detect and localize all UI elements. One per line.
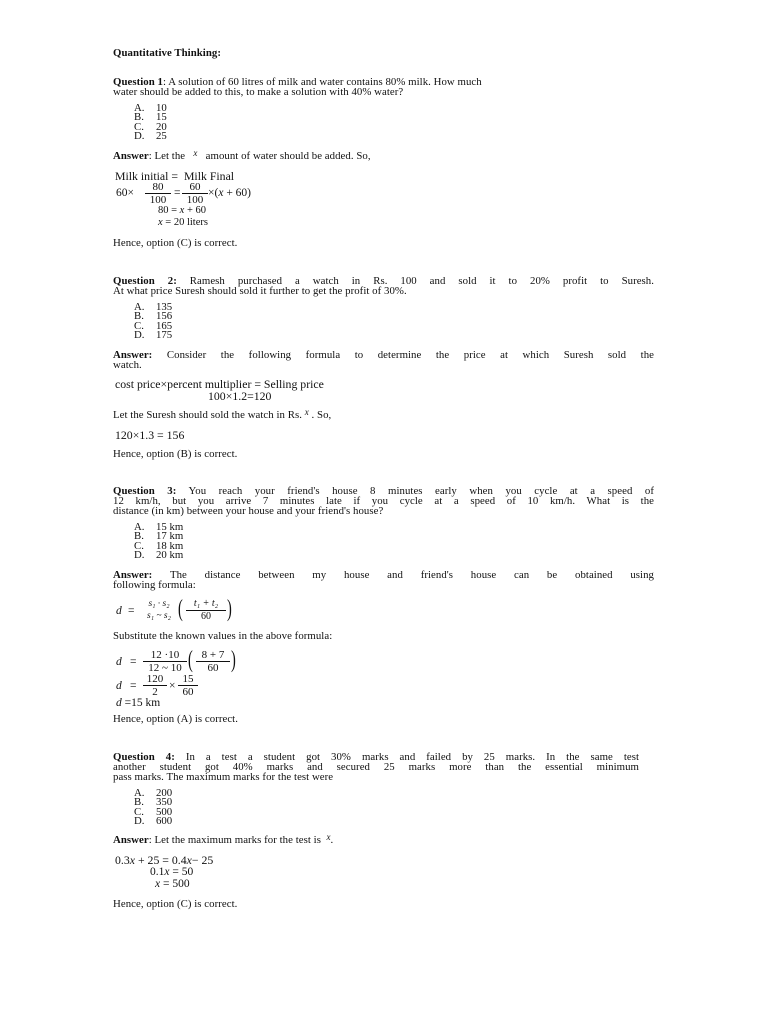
option-c: C. 20 xyxy=(134,120,167,133)
q1-label: Question 1 xyxy=(113,76,163,88)
q3-substitute-line: Substitute the known values in the above formula: xyxy=(113,630,333,642)
q4-line-2: another student got 40% marks and secured 25 marks more than the essential minimum xyxy=(113,761,639,773)
q4-options xyxy=(113,789,172,827)
q3-step-3: d =15 km xyxy=(116,697,161,709)
q3-conclusion: Hence, option (A) is correct. xyxy=(113,713,238,725)
fraction: $\frac{12 \cdot 10}{12 \sim 10}$ xyxy=(143,650,187,673)
q2-label: Question 2: xyxy=(113,275,177,287)
q2-equation-2: 100×1.2=120 xyxy=(208,389,272,403)
q1-options xyxy=(113,104,167,142)
q2-equation-3: 120×1.3 = 156 xyxy=(115,428,185,442)
q4-line-1: Question 4: In a test a student got 30% marks and failed by 25 marks. In the same test xyxy=(113,751,640,763)
option-c: C. 18 km xyxy=(134,539,184,552)
option-a: A. 10 xyxy=(134,102,167,114)
q2-let-line: Let the Suresh should sold the watch in Rs. $^x$ . So, xyxy=(113,407,332,421)
fraction: $\frac{15}{60}$ xyxy=(178,674,198,697)
q1-line-2: water should be added to this, to make a solution with 40% water? xyxy=(113,86,404,98)
fraction: $\frac{120}{2}$ xyxy=(143,674,167,697)
q3-answer-line-1: Answer: The distance between my house and friend's house can be obtained using xyxy=(113,569,654,581)
answer-label: Answer xyxy=(113,150,149,162)
q2-line-2: At what price Suresh should sold it further to get the profit of 30%. xyxy=(113,285,407,297)
q2-answer-line-1: Answer: Consider the following formula to determine the price at which Suresh sold the xyxy=(113,349,654,361)
q1-equation-4: x = 20 liters xyxy=(158,217,208,228)
q4-line-3: pass marks. The maximum marks for the test were xyxy=(113,771,334,783)
q1-equation-1: Milk initial = Milk Final xyxy=(115,169,235,183)
q2-answer-line-2: watch. xyxy=(113,359,142,371)
option-d: D. 25 xyxy=(134,130,167,143)
option-b: B. 17 km xyxy=(134,530,184,543)
q4-answer-line: Answer: Let the maximum marks for the test is $^x$. xyxy=(113,832,334,846)
q2-equation-1: cost price×percent multiplier = Selling price xyxy=(115,377,324,391)
q4-equation-3: x = 500 xyxy=(155,878,190,890)
option-b: B. 156 xyxy=(134,310,173,323)
q1-equation-3: 80 = x + 60 xyxy=(158,205,207,216)
fraction: $\frac{\text{t₁ + t₂}}{60}$ xyxy=(186,599,226,622)
q4-label: Question 4: xyxy=(113,751,175,763)
document-page: Quantitative Thinking: Question 1: A solution of 60 litres of milk and water contains 80% milk. How much water should be added to this, to make a solution with 40% water? A. 10 B. 15 C. 20 D. 25 Answer: Let the $^x$ amount of water should be added. So, Milk initial = Milk Final 60× $\frac{80}{100}$ = $\frac{60}{100}$ ×(x + 60) 80 = x + 60 x = 20 liters Hence, option (C) is correct. Question 2: Ramesh purchased a watch in Rs. 100 and sold it to 20% profit to Suresh. At what price Suresh should sold it further to get the profit of 30%. A. 135 B. 156 C. 165 D. 175 Answer: Consider the following formula to determine the price at which Suresh sold the watch. cost price×percent multiplier = Selling price 100×1.2=120 Let the Suresh should sold the watch in Rs. $^x$ . So, 120×1.3 = 156 Hence, option (B) is correct. Question 3: You reach your friend's house 8 minutes early when you cycle at a speed of 12 km/h, but you arrive 7 minutes late if you cycle at a speed of 10 km/h. What is the distance (in km) between your house and your friend's house? A. 15 km B. 17 km C. 18 km D. 20 km Answer: The distance between my house and friend's house can be obtained using following formula: d = s₁ · s₂ s₁ ~ s₂ ( $\frac{\text{t₁ + t₂}}{60}$ ) Substitute the known values in the above formula: d = $\frac{12 \cdot 10}{12 \sim 10}$ ( $\frac{8 + 7}{60}$ ) d = $\frac{120}{2}$ × $\frac{15}{60}$ d =15 km Hence, option (A) is correct. Question 4: In a test a student got 30% marks and failed by 25 marks. In the same test another student got 40% marks and secured 25 marks more than the essential minimum pass marks. The maximum marks for the test were A. 200 B. 350 C. 500 D. 600 Answer: Let the maximum marks for the test is $^x$. 0.3x + 25 = 0.4x− 25 0.1x = 50 x = 500 Hence, option (C) is correct. xyxy=(113,47,655,910)
q1-conclusion: Hence, option (C) is correct. xyxy=(113,237,238,249)
q3-options xyxy=(113,523,183,561)
q1-line-1: Question 1: A solution of 60 litres of milk and water contains 80% milk. How much xyxy=(113,76,482,88)
option-a: A. 135 xyxy=(134,301,173,313)
fraction: $\frac{60}{100}$ xyxy=(182,182,208,205)
option-b: B. 15 xyxy=(134,111,167,124)
q4-conclusion: Hence, option (C) is correct. xyxy=(113,898,238,910)
option-c: C. 165 xyxy=(134,319,173,332)
option-a: A. 15 km xyxy=(134,521,184,533)
option-d: D. 20 km xyxy=(134,549,184,562)
fraction: $\frac{80}{100}$ xyxy=(145,182,171,205)
option-d: D. 600 xyxy=(134,815,173,828)
q3-line-2: 12 km/h, but you arrive 7 minutes late if you cycle at a speed of 10 km/h. What is the xyxy=(113,495,654,507)
answer-label: Answer: xyxy=(113,349,153,361)
q4-equation-2: 0.1x = 50 xyxy=(150,866,194,878)
q2-conclusion: Hence, option (B) is correct. xyxy=(113,448,238,460)
option-c: C. 500 xyxy=(134,805,173,818)
q3-answer-line-2: following formula: xyxy=(113,579,196,591)
fraction: s₁ · s₂ s₁ ~ s₂ xyxy=(147,599,171,621)
option-b: B. 350 xyxy=(134,796,173,809)
q3-line-1: Question 3: You reach your friend's house 8 minutes early when you cycle at a speed of xyxy=(113,485,654,497)
q3-line-3: distance (in km) between your house and your friend's house? xyxy=(113,505,384,517)
answer-label: Answer: xyxy=(113,569,153,581)
q3-label: Question 3: xyxy=(113,485,177,497)
answer-label: Answer xyxy=(113,834,149,846)
option-a: A. 200 xyxy=(134,787,173,799)
q1-answer-line: Answer: Let the $^x$ amount of water should be added. So, xyxy=(113,148,371,162)
q4-equation-1: 0.3x + 25 = 0.4x− 25 xyxy=(115,853,214,867)
q2-options xyxy=(113,303,172,341)
option-d: D. 175 xyxy=(134,329,173,342)
fraction: $\frac{8 + 7}{60}$ xyxy=(196,650,230,673)
q2-line-1: Question 2: Ramesh purchased a watch in Rs. 100 and sold it to 20% profit to Suresh. xyxy=(113,275,655,287)
document-heading: Quantitative Thinking: xyxy=(113,47,221,59)
